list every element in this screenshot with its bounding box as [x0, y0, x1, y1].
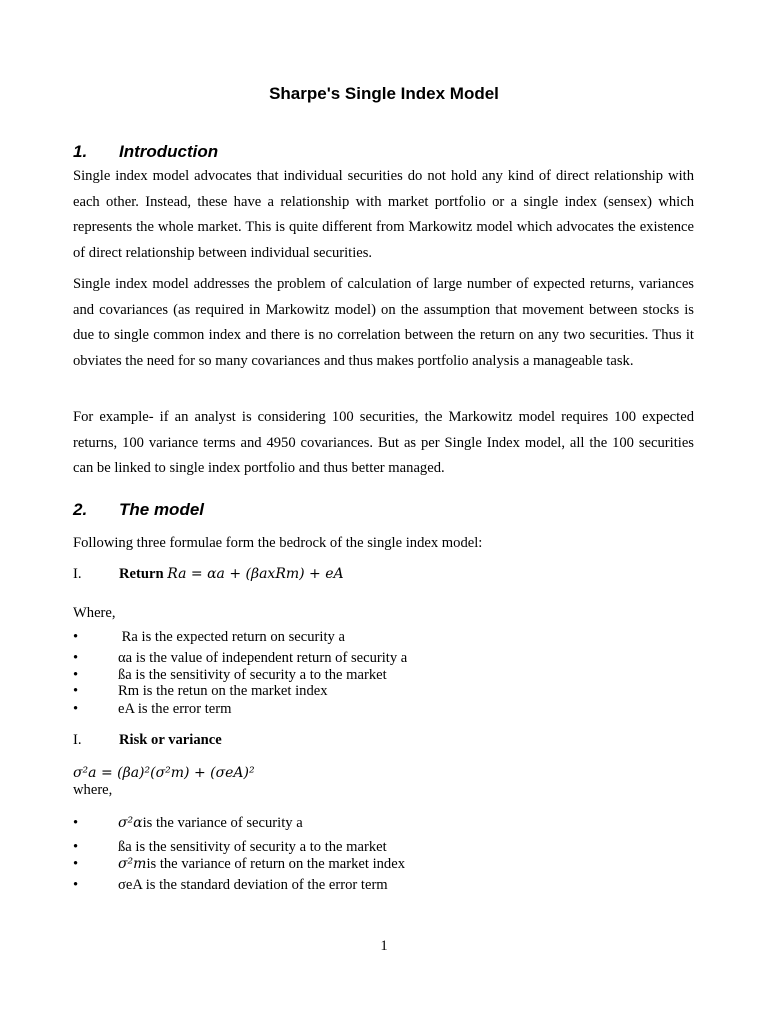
roman-numeral: I. — [73, 732, 82, 748]
formula-label: Return — [119, 566, 164, 582]
section-number: 1. — [73, 142, 88, 161]
bullet-icon: • — [73, 667, 79, 683]
formula-label: Risk or variance — [119, 732, 222, 748]
list-item: • σeA is the standard deviation of the error term — [73, 877, 388, 893]
section-heading-introduction — [73, 142, 218, 162]
where-label: where, — [73, 782, 113, 798]
bullet-icon: • — [73, 683, 79, 699]
section-number: 2. — [73, 500, 88, 519]
intro-paragraph: For example- if an analyst is considering 100 securities, the Markowitz model requires 100 expected returns, 100 variance terms and 4950 covariances. But as per Single Index model, all the 100 securities can be linked to single index portfolio and thus better managed. — [73, 409, 694, 476]
risk-formula: σ²a = (βa)²(σ²m) + (σeA)² — [73, 765, 255, 781]
section-title: Introduction — [119, 142, 219, 161]
section-title: The model — [119, 500, 205, 519]
risk-heading-line — [73, 732, 222, 749]
list-item: • Rm is the retun on the market index — [73, 683, 328, 699]
bullet-icon: • — [73, 629, 79, 645]
page-title: Sharpe's Single Index Model — [269, 84, 499, 103]
list-item: • ßa is the sensitivity of security a to the market — [73, 839, 387, 855]
list-item: • αa is the value of independent return of security a — [73, 650, 408, 666]
bullet-icon: • — [73, 815, 79, 831]
bullet-icon: • — [73, 839, 79, 855]
roman-numeral: I. — [73, 566, 82, 582]
bullet-icon: • — [73, 877, 79, 893]
list-item: • σ²αis the variance of security a — [73, 815, 303, 831]
bullet-icon: • — [73, 701, 79, 717]
intro-paragraph: Single index model addresses the problem of calculation of large number of expected returns, variances and covariances (as required in Markowitz model) on the assumption that movement between stocks is due to single common index and there is no correlation between the return on any two securities. Thus it obviates the need for so many covariances and thus makes portfolio analysis a manageable task. — [73, 276, 694, 369]
intro-paragraph: Single index model advocates that individual securities do not hold any kind of direct relationship with each other. Instead, these have a relationship with market portfolio or a single index (sensex) which represents the whole market. This is quite different from Markowitz model which advocates the existence of direct relationship between individual securities. — [73, 168, 694, 261]
return-formula: Ra = αa + (βaxRm) + eA — [167, 566, 344, 582]
return-formula-line — [73, 566, 344, 583]
list-item: • σ²mis the variance of return on the market index — [73, 856, 405, 872]
bullet-icon: • — [73, 650, 79, 666]
model-intro: Following three formulae form the bedrock of the single index model: — [73, 535, 483, 551]
where-label: Where, — [73, 605, 116, 621]
bullet-icon: • — [73, 856, 79, 872]
list-item: • eA is the error term — [73, 701, 232, 717]
list-item: • Ra is the expected return on security a — [73, 629, 345, 645]
page-number: 1 — [380, 938, 388, 954]
section-heading-model — [73, 500, 204, 520]
list-item: • ßa is the sensitivity of security a to the market — [73, 667, 387, 683]
